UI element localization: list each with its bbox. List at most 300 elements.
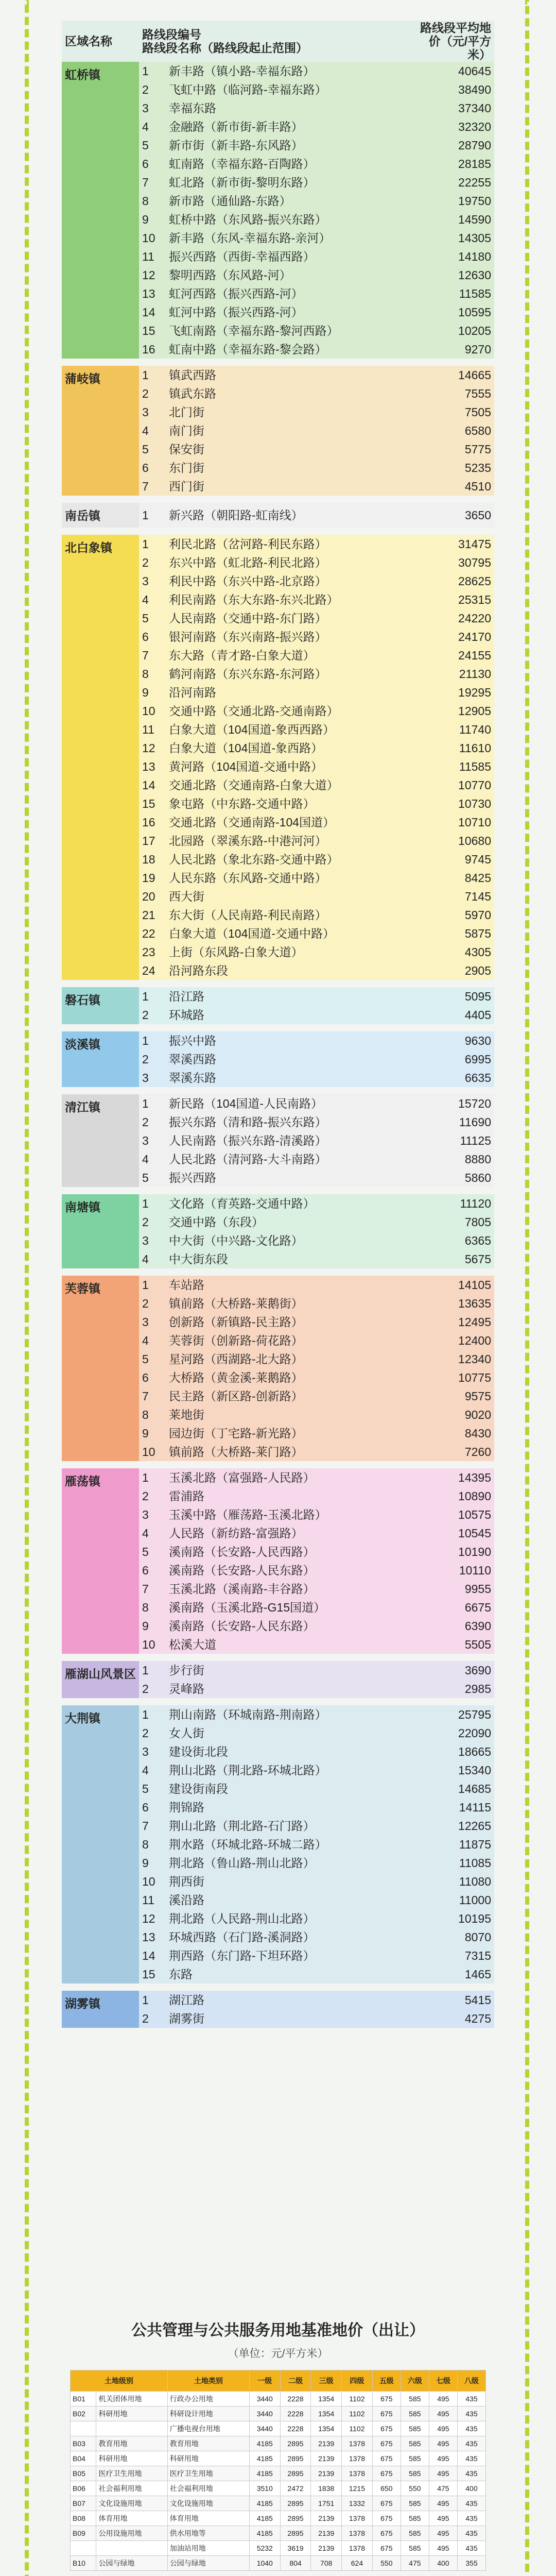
cell-no: 9 [139, 1424, 166, 1443]
gap-cell [62, 528, 494, 535]
cell-road: 中大街东段 [166, 1250, 411, 1268]
cell-no: 2 [139, 1294, 166, 1313]
cell-no: 2 [139, 1680, 166, 1698]
cell-price: 7315 [411, 1946, 494, 1965]
cell-price: 19750 [411, 192, 494, 210]
cell-road: 东大街（人民南路-利民南路） [166, 906, 411, 924]
cell-price: 31475 [411, 535, 494, 553]
cell-no: 14 [139, 1946, 166, 1965]
pt-cell: 2228 [280, 2406, 311, 2421]
cell-road: 南门街 [166, 421, 411, 440]
cell-road: 白象大道（104国道-交通中路） [166, 924, 411, 943]
pt-row [71, 2406, 486, 2421]
pt-cell: 科研用地 [167, 2451, 249, 2466]
cell-no: 4 [139, 1524, 166, 1543]
cell-price: 10190 [411, 1543, 494, 1561]
cell-price: 3690 [411, 1661, 494, 1680]
cell-no: 8 [139, 665, 166, 683]
pt-cell: 2472 [280, 2481, 311, 2496]
cell-no: 15 [139, 321, 166, 340]
cell-price: 6675 [411, 1598, 494, 1617]
cell-price: 40645 [411, 62, 494, 80]
header-road [139, 21, 411, 62]
group-gap [62, 1268, 494, 1276]
cell-no: 4 [139, 421, 166, 440]
pt-cell: 675 [372, 2541, 401, 2556]
cell-no: 5 [139, 136, 166, 155]
public-table-body [71, 2392, 486, 2571]
cell-price: 9955 [411, 1580, 494, 1598]
cell-road: 西大街 [166, 887, 411, 906]
pt-cell: 1378 [342, 2436, 373, 2451]
cell-no: 24 [139, 961, 166, 980]
group-gap [62, 1461, 494, 1468]
pt-cell: B02 [71, 2406, 96, 2421]
cell-no: 9 [139, 1617, 166, 1635]
pt-cell: 585 [401, 2451, 429, 2466]
pt-cell: 550 [401, 2481, 429, 2496]
cell-road: 交通中路（东段） [166, 1213, 411, 1231]
pt-cell: 供水用地等 [167, 2526, 249, 2541]
cell-road: 人民路（新纺路-富强路） [166, 1524, 411, 1543]
cell-road: 飞虹南路（幸福东路-黎河西路） [166, 321, 411, 340]
pt-cell: 行政办公用地 [167, 2392, 249, 2406]
town-name: 北白象镇 [62, 535, 139, 980]
cell-road: 雷浦路 [166, 1487, 411, 1505]
cell-price: 12400 [411, 1331, 494, 1350]
cell-no: 8 [139, 192, 166, 210]
pt-cell: 585 [401, 2406, 429, 2421]
cell-price: 9630 [411, 1031, 494, 1050]
pt-cell: 3440 [249, 2406, 280, 2421]
cell-no: 2 [139, 2009, 166, 2028]
cell-road: 玉溪北路（溪南路-丰谷路） [166, 1580, 411, 1598]
pt-cell: 355 [457, 2556, 485, 2571]
cell-no: 7 [139, 173, 166, 192]
cell-road: 玉溪中路（雁荡路-玉溪北路） [166, 1505, 411, 1524]
pt-cell: 科研用地 [96, 2451, 167, 2466]
cell-no: 22 [139, 924, 166, 943]
pt-cell: 435 [457, 2436, 485, 2451]
cell-no: 1 [139, 1705, 166, 1724]
pt-cell: 585 [401, 2526, 429, 2541]
cell-road: 金融路（新市街-新丰路） [166, 117, 411, 136]
cell-no: 11 [139, 720, 166, 739]
gap-cell [62, 359, 494, 366]
cell-price: 11120 [411, 1194, 494, 1213]
pt-header-cell: 四级 [342, 2370, 373, 2392]
cell-no: 11 [139, 1891, 166, 1909]
pt-cell: B07 [71, 2496, 96, 2511]
gap-cell [62, 1024, 494, 1031]
pt-cell: 2895 [280, 2451, 311, 2466]
cell-road: 园边街（丁宅路-新光路） [166, 1424, 411, 1443]
cell-price: 28790 [411, 136, 494, 155]
cell-road: 利民南路（东大东路-东兴北路） [166, 590, 411, 609]
pt-cell: B10 [71, 2556, 96, 2571]
town-name: 清江镇 [62, 1094, 139, 1187]
cell-road: 荆锦路 [166, 1798, 411, 1817]
table-row [62, 1276, 494, 1294]
cell-no: 3 [139, 99, 166, 117]
cell-price: 11125 [411, 1131, 494, 1150]
pt-header-cell: 六级 [401, 2370, 429, 2392]
pt-cell: 675 [372, 2451, 401, 2466]
cell-no: 10 [139, 1872, 166, 1891]
pt-cell: 科研用地 [96, 2406, 167, 2421]
cell-no: 5 [139, 440, 166, 459]
cell-no: 13 [139, 1928, 166, 1946]
pt-cell: 5232 [249, 2541, 280, 2556]
cell-no: 10 [139, 229, 166, 247]
pt-cell: 2139 [311, 2511, 342, 2526]
cell-price: 2985 [411, 1680, 494, 1698]
cell-no: 6 [139, 155, 166, 173]
public-table-unit: （单位：元/平方米） [228, 2348, 328, 2360]
cell-no: 7 [139, 477, 166, 496]
cell-no: 12 [139, 1909, 166, 1928]
cell-price: 37340 [411, 99, 494, 117]
cell-no: 2 [139, 1724, 166, 1742]
cell-road: 虹河中路（振兴西路-河） [166, 303, 411, 321]
town-name: 磐石镇 [62, 987, 139, 1024]
cell-road: 东门街 [166, 459, 411, 477]
cell-no: 1 [139, 1094, 166, 1113]
town-name: 湖雾镇 [62, 1991, 139, 2028]
cell-no: 14 [139, 303, 166, 321]
pt-row [71, 2451, 486, 2466]
cell-price: 4305 [411, 943, 494, 961]
cell-price: 11585 [411, 284, 494, 303]
cell-no: 16 [139, 340, 166, 359]
land-table-body [62, 62, 494, 2035]
pt-cell: 4185 [249, 2511, 280, 2526]
pt-cell: 1102 [342, 2406, 373, 2421]
table-row [62, 1705, 494, 1724]
cell-no: 6 [139, 1368, 166, 1387]
cell-no: 5 [139, 1168, 166, 1187]
cell-road: 白象大道（104国道-象西西路） [166, 720, 411, 739]
gap-cell [62, 1654, 494, 1661]
public-table-header [71, 2370, 486, 2392]
gap-cell [62, 1087, 494, 1094]
cell-road: 人民南路（交通中路-东门路） [166, 609, 411, 628]
pt-cell: B09 [71, 2526, 96, 2541]
cell-road: 女人街 [166, 1724, 411, 1742]
cell-road: 建设街北段 [166, 1742, 411, 1761]
cell-road: 虹北路（新市街-黎明东路） [166, 173, 411, 192]
group-gap [62, 359, 494, 366]
cell-road: 翠溪东路 [166, 1069, 411, 1087]
cell-price: 10195 [411, 1909, 494, 1928]
pt-cell: 医疗卫生用地 [96, 2466, 167, 2481]
cell-price: 11585 [411, 757, 494, 776]
cell-road: 人民南路（振兴东路-清溪路） [166, 1131, 411, 1150]
cell-price: 24220 [411, 609, 494, 628]
cell-road: 振兴中路 [166, 1031, 411, 1050]
cell-price: 11875 [411, 1835, 494, 1854]
pt-cell: 4185 [249, 2451, 280, 2466]
pt-cell: B05 [71, 2466, 96, 2481]
cell-no: 15 [139, 1965, 166, 1984]
cell-road: 溪南路（长安路-人民西路） [166, 1543, 411, 1561]
cell-price: 1465 [411, 1965, 494, 1984]
cell-road: 沿河南路 [166, 683, 411, 702]
cell-price: 5875 [411, 924, 494, 943]
town-name: 蒲岐镇 [62, 366, 139, 496]
group-gap [62, 1698, 494, 1705]
cell-no: 1 [139, 987, 166, 1006]
cell-price: 5415 [411, 1991, 494, 2009]
cell-price: 7145 [411, 887, 494, 906]
pt-cell: 2895 [280, 2526, 311, 2541]
cell-no: 7 [139, 646, 166, 665]
town-name: 虹桥镇 [62, 62, 139, 359]
pt-cell: 2895 [280, 2466, 311, 2481]
pt-cell: 400 [429, 2556, 457, 2571]
cell-road: 东路 [166, 1965, 411, 1984]
cell-no: 2 [139, 384, 166, 403]
cell-no: 13 [139, 284, 166, 303]
pt-header-cell: 一级 [249, 2370, 280, 2392]
pt-cell: 435 [457, 2526, 485, 2541]
cell-no: 6 [139, 459, 166, 477]
cell-price: 10545 [411, 1524, 494, 1543]
cell-road: 沿河路东段 [166, 961, 411, 980]
cell-road: 振兴西路（西街-幸福西路） [166, 247, 411, 266]
pt-row [71, 2541, 486, 2556]
cell-no: 4 [139, 1250, 166, 1268]
pt-cell: 495 [429, 2392, 457, 2406]
cell-no: 7 [139, 1817, 166, 1835]
cell-price: 8880 [411, 1150, 494, 1168]
cell-no: 1 [139, 1468, 166, 1487]
cell-no: 5 [139, 1780, 166, 1798]
cell-no: 21 [139, 906, 166, 924]
pt-cell: 585 [401, 2496, 429, 2511]
cell-road: 北门街 [166, 403, 411, 421]
cell-price: 8425 [411, 869, 494, 887]
group-gap [62, 1024, 494, 1031]
cell-no: 12 [139, 739, 166, 757]
cell-road: 翠溪西路 [166, 1050, 411, 1069]
pt-cell: 585 [401, 2511, 429, 2526]
gap-cell [62, 1461, 494, 1468]
group-gap [62, 2028, 494, 2035]
pt-cell: 435 [457, 2406, 485, 2421]
cell-price: 14685 [411, 1780, 494, 1798]
cell-price: 5860 [411, 1168, 494, 1187]
pt-cell: 585 [401, 2421, 429, 2436]
pt-cell: 1838 [311, 2481, 342, 2496]
pt-cell: 机关团体用地 [96, 2392, 167, 2406]
pt-cell: 公园与绿地 [167, 2556, 249, 2571]
cell-road: 镇前路（大桥路-莱门路） [166, 1443, 411, 1461]
table-row [62, 62, 494, 80]
gap-cell [62, 980, 494, 987]
cell-road: 荆水路（环城北路-环城二路） [166, 1835, 411, 1854]
cell-no: 3 [139, 1313, 166, 1331]
group-gap [62, 1087, 494, 1094]
pt-cell: 广播电视台用地 [167, 2421, 249, 2436]
cell-no: 3 [139, 572, 166, 590]
table-row [62, 503, 494, 528]
cell-no: 19 [139, 869, 166, 887]
pt-cell: 585 [401, 2392, 429, 2406]
pt-cell: 1378 [342, 2466, 373, 2481]
cell-price: 11740 [411, 720, 494, 739]
pt-cell: 1354 [311, 2392, 342, 2406]
cell-no: 7 [139, 1387, 166, 1405]
pt-cell: 公园与绿地 [96, 2556, 167, 2571]
cell-no: 13 [139, 757, 166, 776]
table-row [62, 366, 494, 384]
cell-road: 利民北路（岔河路-利民东路） [166, 535, 411, 553]
cell-road: 松溪大道 [166, 1635, 411, 1654]
pt-cell: 495 [429, 2496, 457, 2511]
table-row [62, 987, 494, 1006]
cell-price: 6635 [411, 1069, 494, 1087]
cell-price: 24170 [411, 628, 494, 646]
cell-price: 10775 [411, 1368, 494, 1387]
cell-price: 5775 [411, 440, 494, 459]
cell-price: 24155 [411, 646, 494, 665]
cell-no: 3 [139, 1742, 166, 1761]
cell-road: 黎明西路（东风路-河） [166, 266, 411, 284]
cell-road: 鹤河南路（东兴东路-东河路） [166, 665, 411, 683]
cell-no: 1 [139, 62, 166, 80]
cell-road: 溪沿路 [166, 1891, 411, 1909]
cell-road: 幸福东路 [166, 99, 411, 117]
cell-road: 荆西街 [166, 1872, 411, 1891]
cell-price: 13635 [411, 1294, 494, 1313]
pt-header-cell: 三级 [311, 2370, 342, 2392]
town-name: 雁湖山风景区 [62, 1661, 139, 1698]
cell-price: 14180 [411, 247, 494, 266]
pt-cell: 医疗卫生用地 [167, 2466, 249, 2481]
cell-road: 湖江路 [166, 1991, 411, 2009]
cell-price: 11000 [411, 1891, 494, 1909]
cell-no: 2 [139, 1113, 166, 1131]
cell-price: 9020 [411, 1405, 494, 1424]
pt-cell: 公用设施用地 [96, 2526, 167, 2541]
cell-price: 5970 [411, 906, 494, 924]
pt-cell: 650 [372, 2481, 401, 2496]
cell-road: 步行街 [166, 1661, 411, 1680]
cell-road: 溪南路（长安路-人民东路） [166, 1617, 411, 1635]
cell-no: 1 [139, 366, 166, 384]
pt-cell: 科研设计用地 [167, 2406, 249, 2421]
cell-price: 2905 [411, 961, 494, 980]
cell-road: 象屯路（中东路-交通中路） [166, 794, 411, 813]
cell-no: 12 [139, 266, 166, 284]
pt-cell: 495 [429, 2541, 457, 2556]
cell-no: 10 [139, 702, 166, 720]
cell-price: 30795 [411, 553, 494, 572]
pt-cell: 675 [372, 2496, 401, 2511]
cell-price: 12495 [411, 1313, 494, 1331]
cell-road: 溪南路（长安路-人民东路） [166, 1561, 411, 1580]
pt-cell: 2895 [280, 2511, 311, 2526]
header-no: 路线段编号 [142, 28, 201, 41]
cell-price: 4510 [411, 477, 494, 496]
group-gap [62, 1187, 494, 1194]
pt-cell: 495 [429, 2406, 457, 2421]
cell-road: 车站路 [166, 1276, 411, 1294]
cell-road: 大桥路（黄金溪-莱鹅路） [166, 1368, 411, 1387]
gap-cell [62, 496, 494, 503]
cell-price: 14395 [411, 1468, 494, 1487]
pt-cell [96, 2541, 167, 2556]
cell-no: 5 [139, 609, 166, 628]
pt-cell: 2139 [311, 2526, 342, 2541]
cell-road: 白象大道（104国道-象西路） [166, 739, 411, 757]
public-table-wrap [70, 2370, 486, 2571]
cell-price: 8430 [411, 1424, 494, 1443]
cell-price: 14115 [411, 1798, 494, 1817]
pt-cell: 708 [311, 2556, 342, 2571]
cell-road: 文化路（育英路-交通中路） [166, 1194, 411, 1213]
cell-road: 利民中路（东兴中路-北京路） [166, 572, 411, 590]
pt-cell: 1354 [311, 2406, 342, 2421]
cell-road: 新兴路（朝阳路-虹南线） [166, 503, 411, 528]
cell-no: 2 [139, 1050, 166, 1069]
cell-price: 7260 [411, 1443, 494, 1461]
pt-row [71, 2436, 486, 2451]
cell-price: 6580 [411, 421, 494, 440]
town-name: 雁荡镇 [62, 1468, 139, 1654]
pt-cell: 1378 [342, 2451, 373, 2466]
cell-price: 5505 [411, 1635, 494, 1654]
pt-cell: 1378 [342, 2511, 373, 2526]
gap-cell [62, 2028, 494, 2035]
cell-price: 10730 [411, 794, 494, 813]
cell-road: 湖雾街 [166, 2009, 411, 2028]
pt-cell: 加油站用地 [167, 2541, 249, 2556]
cell-road: 中大街（中兴路-文化路） [166, 1231, 411, 1250]
pt-row [71, 2421, 486, 2436]
pt-cell: 495 [429, 2526, 457, 2541]
pt-cell: 675 [372, 2392, 401, 2406]
pt-cell: 675 [372, 2436, 401, 2451]
cell-no: 23 [139, 943, 166, 961]
gap-cell [62, 1698, 494, 1705]
pt-cell: 435 [457, 2392, 485, 2406]
cell-no: 4 [139, 1761, 166, 1780]
cell-road: 新市路（通仙路-东路） [166, 192, 411, 210]
cell-price: 19295 [411, 683, 494, 702]
cell-no: 14 [139, 776, 166, 794]
cell-no: 2 [139, 1006, 166, 1024]
cell-price: 6365 [411, 1231, 494, 1250]
gap-cell [62, 1187, 494, 1194]
pt-cell: 2895 [280, 2436, 311, 2451]
cell-no: 3 [139, 1131, 166, 1150]
pt-cell: 585 [401, 2436, 429, 2451]
pt-cell: 2228 [280, 2392, 311, 2406]
cell-price: 21130 [411, 665, 494, 683]
cell-no: 6 [139, 628, 166, 646]
cell-road: 环城路 [166, 1006, 411, 1024]
cell-price: 12340 [411, 1350, 494, 1368]
cell-price: 7805 [411, 1213, 494, 1231]
cell-road: 镇武西路 [166, 366, 411, 384]
cell-price: 22090 [411, 1724, 494, 1742]
cell-no: 1 [139, 1031, 166, 1050]
land-table-header [62, 21, 494, 62]
cell-price: 9745 [411, 850, 494, 869]
cell-price: 10575 [411, 1505, 494, 1524]
